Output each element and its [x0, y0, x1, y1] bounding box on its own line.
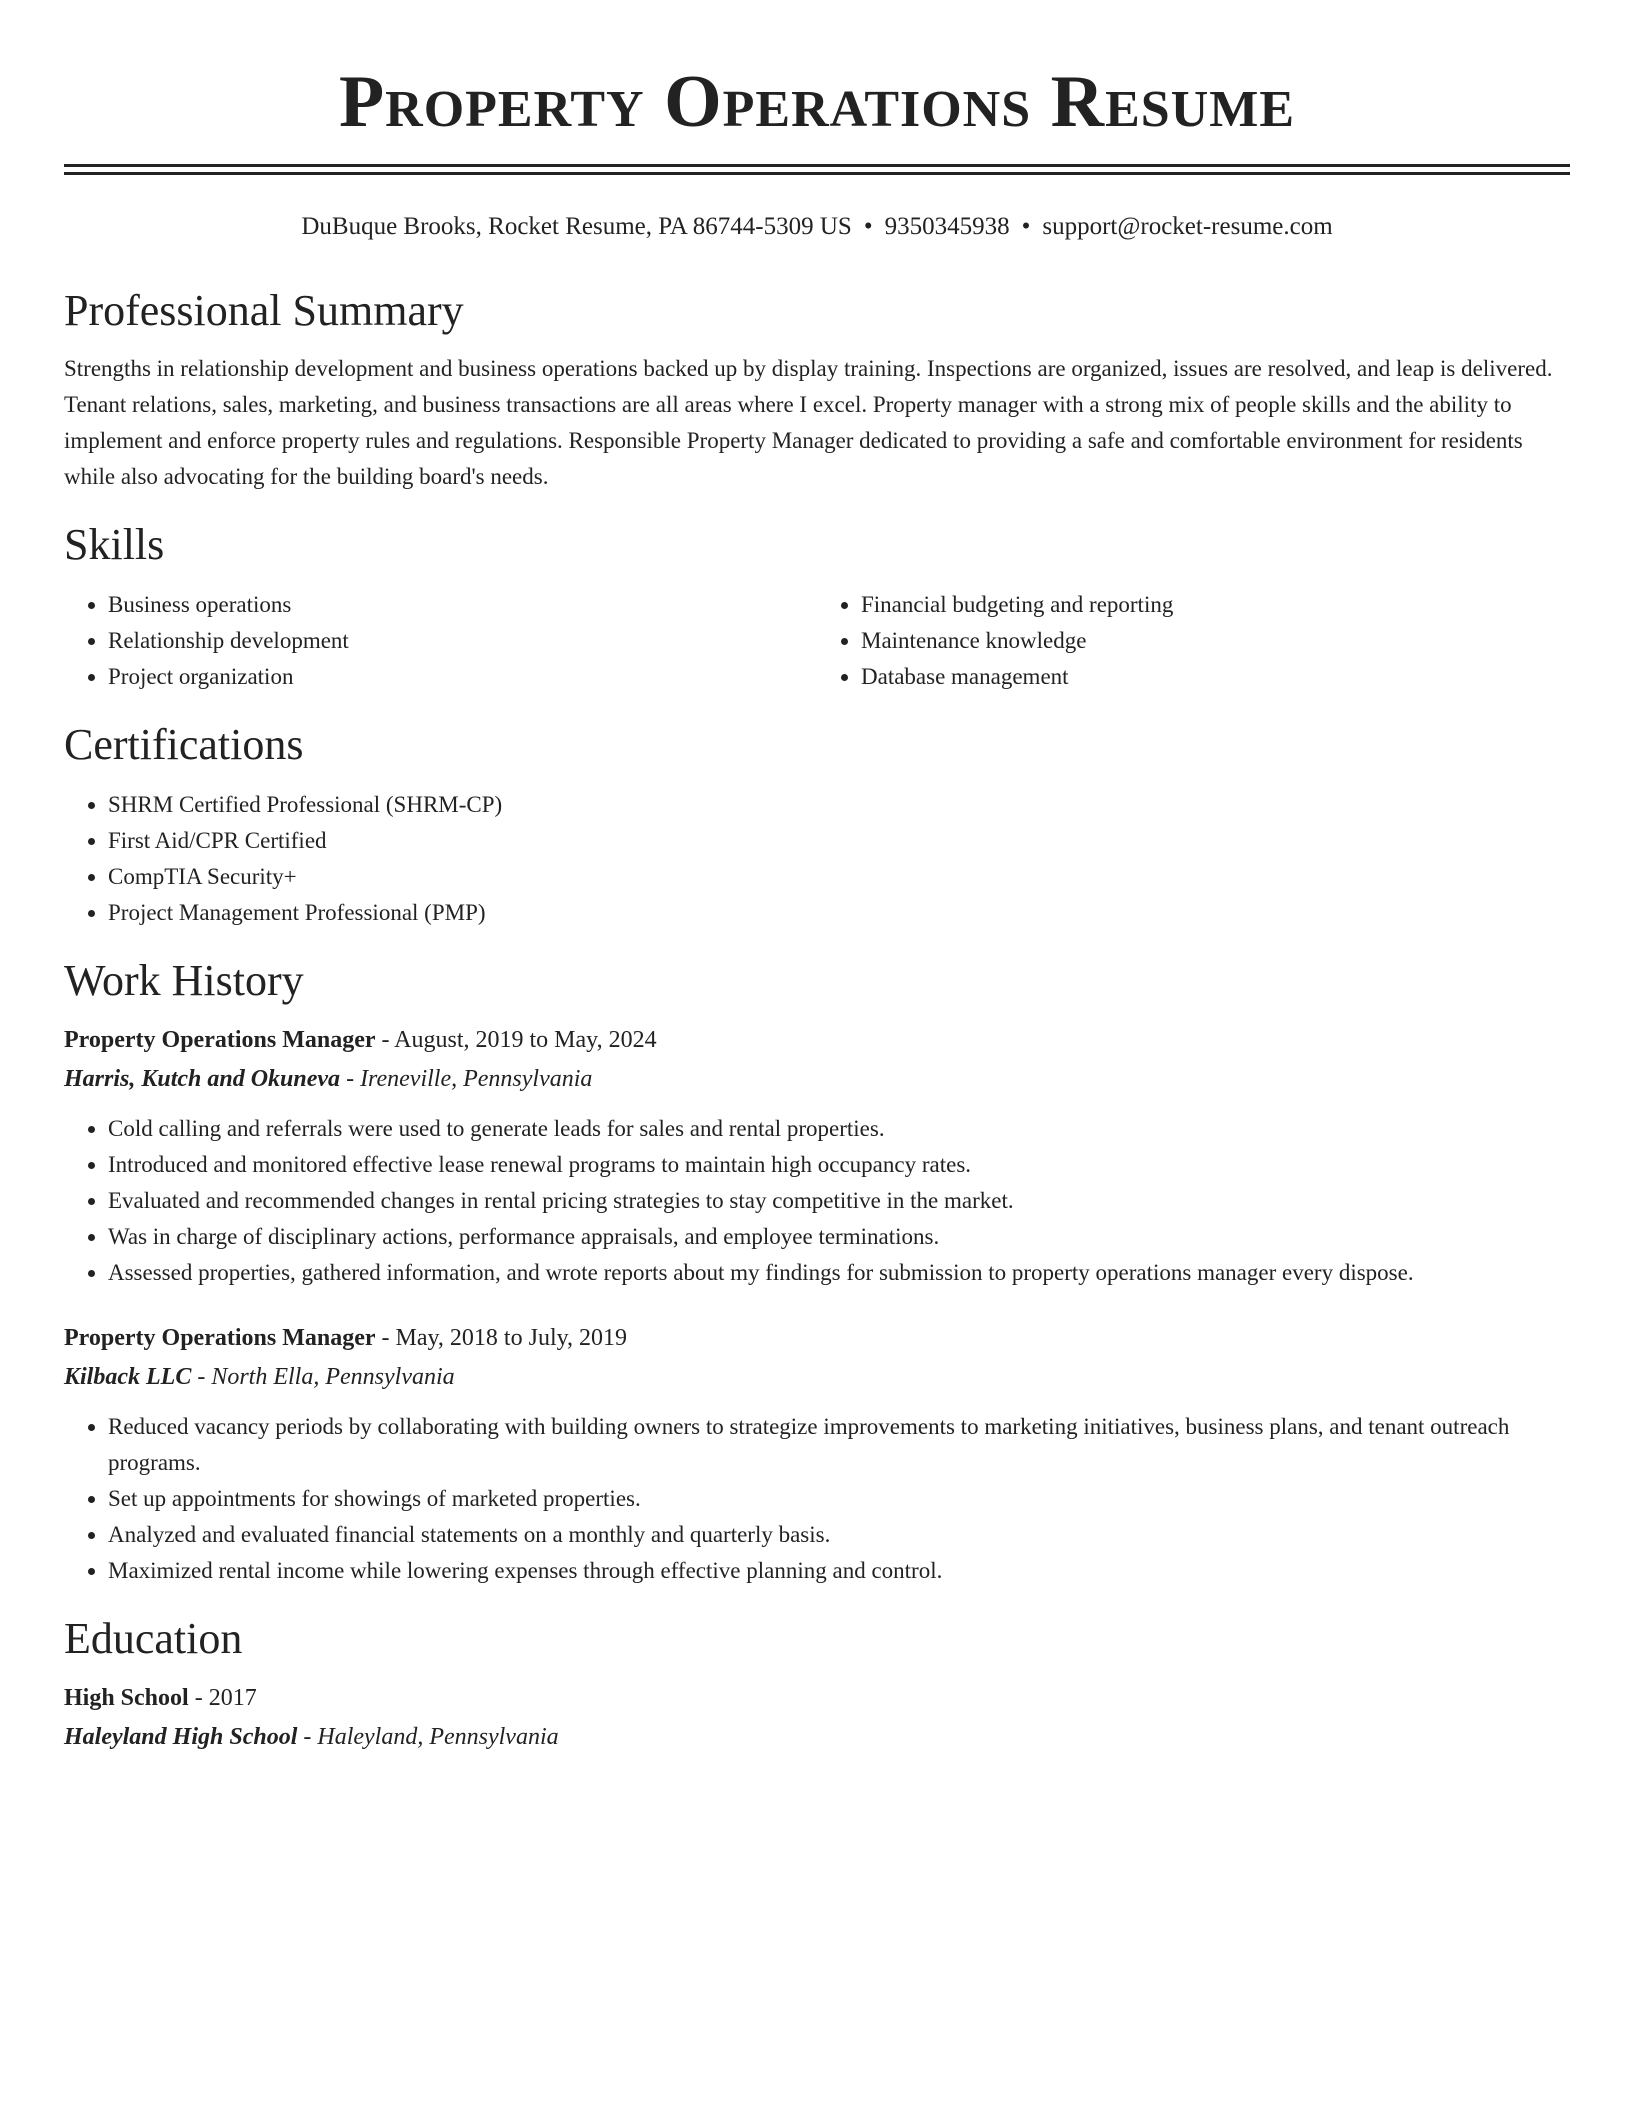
certifications-list	[64, 787, 1570, 931]
contact-phone: 9350345938	[884, 213, 1010, 240]
dash: -	[375, 1027, 395, 1053]
contact-line	[64, 211, 1570, 243]
dash: -	[188, 1685, 209, 1711]
list-item: • Was in charge of disciplinary actions, performance appraisals, and employee terminations.	[108, 1219, 1570, 1255]
school-line	[64, 1717, 1570, 1757]
list-item: • Assessed properties, gathered information, and wrote reports about my findings for submission to property operations manager every dispose.	[108, 1255, 1570, 1291]
summary-text: Strengths in relationship development and business operations backed up by display training. Inspections are organized, issues are resolved, and leap is delivered. Tenant relations, sales, marketing, and business transactions are all areas where I excel. Property manager with a strong mix of people skills and the ability to implement and enforce property rules and regulations. Responsible Property Manager dedicated to providing a safe and comfortable environment for residents while also advocating for the building board's needs.	[64, 356, 1553, 489]
list-item: • Evaluated and recommended changes in rental pricing strategies to stay competitive in the market.	[108, 1183, 1570, 1219]
job-dates: May, 2018 to July, 2019	[395, 1325, 628, 1351]
contact-address: DuBuque Brooks, Rocket Resume, PA 86744-5309 US	[301, 213, 852, 240]
job-title-line	[64, 1021, 1570, 1059]
job-entry	[64, 1319, 1570, 1589]
list-item: • Analyzed and evaluated financial statements on a monthly and quarterly basis.	[108, 1517, 1570, 1553]
list-item: • SHRM Certified Professional (SHRM-CP)	[108, 787, 1570, 823]
job-company: Kilback LLC	[64, 1364, 192, 1390]
contact-separator: •	[863, 213, 873, 240]
work-history-heading: Work History	[64, 956, 304, 1005]
job-title-line	[64, 1319, 1570, 1357]
list-item: • CompTIA Security+	[108, 859, 1570, 895]
education-section	[64, 1613, 1570, 1757]
skills-heading: Skills	[64, 520, 165, 569]
work-history-section	[64, 955, 1570, 1589]
education-heading: Education	[64, 1614, 243, 1663]
list-item: • Database management	[861, 659, 1570, 695]
school-location: Haleyland, Pennsylvania	[317, 1724, 559, 1750]
list-item: • Reduced vacancy periods by collaborating with building owners to strategize improvements to marketing initiatives, business plans, and tenant outreach programs.	[108, 1409, 1570, 1481]
resume-page	[64, 0, 1570, 1757]
list-item: • Introduced and monitored effective lease renewal programs to maintain high occupancy rates.	[108, 1147, 1570, 1183]
dash: -	[375, 1325, 396, 1351]
list-item: • Project Management Professional (PMP)	[108, 895, 1570, 931]
title-double-rule	[64, 164, 1570, 175]
degree-line	[64, 1679, 1570, 1717]
dash: -	[340, 1066, 361, 1092]
contact-separator: •	[1021, 213, 1031, 240]
job-org-line	[64, 1059, 1570, 1099]
list-item: • Maintenance knowledge	[861, 623, 1570, 659]
skills-columns	[64, 587, 1570, 695]
list-item: • Business operations	[108, 587, 817, 623]
dash: -	[191, 1364, 212, 1390]
list-item: • Maximized rental income while lowering expenses through effective planning and control.	[108, 1553, 1570, 1589]
job-location: North Ella, Pennsylvania	[211, 1364, 455, 1390]
job-entry	[64, 1021, 1570, 1291]
skills-list-right	[817, 587, 1570, 695]
job-bullets	[64, 1111, 1570, 1291]
job-bullets	[64, 1409, 1570, 1589]
skills-list-left	[64, 587, 817, 695]
list-item: • Set up appointments for showings of marketed properties.	[108, 1481, 1570, 1517]
job-org-line	[64, 1357, 1570, 1397]
list-item: • Relationship development	[108, 623, 817, 659]
page-title: Property Operations Resume	[338, 61, 1296, 143]
job-company: Harris, Kutch and Okuneva	[64, 1066, 341, 1092]
skills-section	[64, 519, 1570, 695]
education-entry	[64, 1679, 1570, 1757]
school-name: Haleyland High School	[64, 1724, 298, 1750]
job-dates: August, 2019 to May, 2024	[394, 1027, 657, 1053]
certifications-heading: Certifications	[64, 720, 304, 769]
contact-email: support@rocket-resume.com	[1042, 213, 1333, 240]
summary-section	[64, 285, 1570, 495]
list-item: • Project organization	[108, 659, 817, 695]
summary-heading: Professional Summary	[64, 286, 464, 335]
job-location: Ireneville, Pennsylvania	[360, 1066, 593, 1092]
dash: -	[297, 1724, 318, 1750]
job-title: Property Operations Manager	[64, 1027, 376, 1053]
certifications-section	[64, 719, 1570, 931]
graduation-year: 2017	[208, 1685, 257, 1711]
job-title: Property Operations Manager	[64, 1325, 376, 1351]
list-item: • Financial budgeting and reporting	[861, 587, 1570, 623]
list-item: • Cold calling and referrals were used to generate leads for sales and rental properties.	[108, 1111, 1570, 1147]
list-item: • First Aid/CPR Certified	[108, 823, 1570, 859]
degree: High School	[64, 1685, 189, 1711]
